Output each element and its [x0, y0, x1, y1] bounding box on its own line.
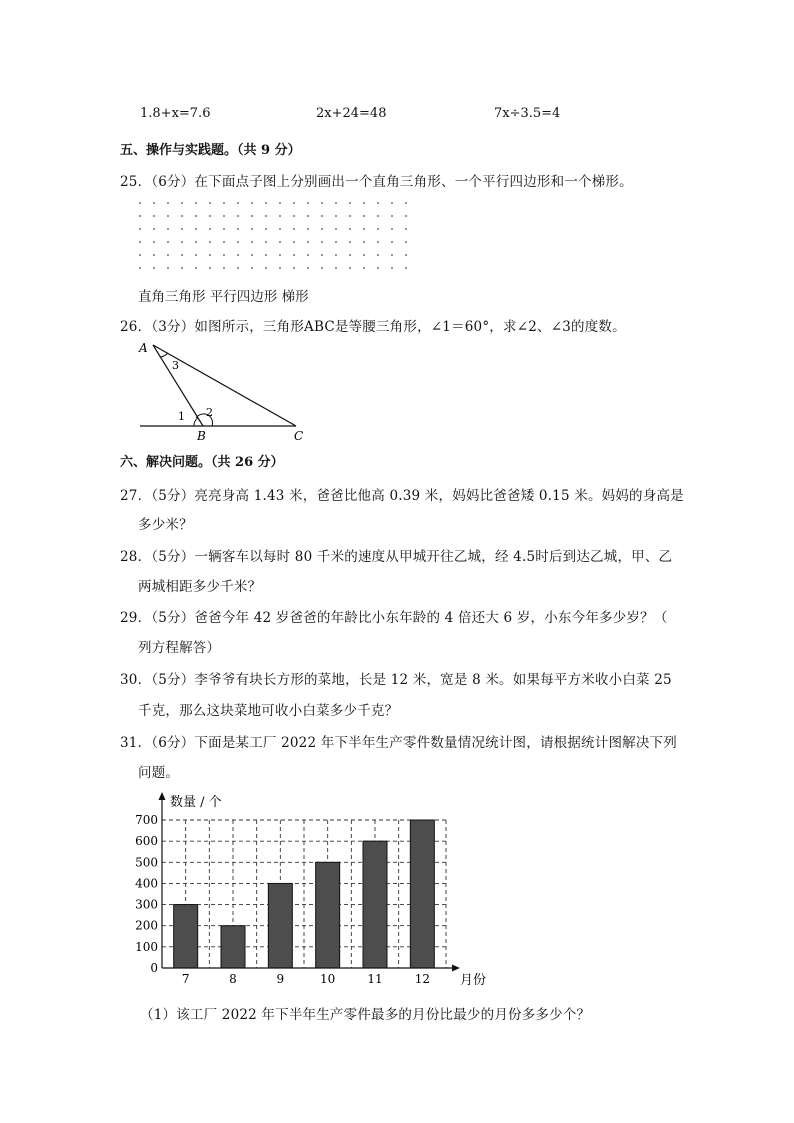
shape-labels	[138, 285, 309, 305]
grid-dot	[209, 267, 211, 269]
grid-dot	[167, 202, 169, 204]
grid-dot	[237, 267, 239, 269]
grid-dot	[209, 215, 211, 217]
grid-dot	[181, 241, 183, 243]
grid-dot	[349, 228, 351, 230]
grid-dot	[153, 202, 155, 204]
y-tick-label: 200	[135, 918, 158, 933]
x-tick-label: 12	[414, 972, 430, 986]
grid-dot	[321, 267, 323, 269]
grid-dot	[321, 254, 323, 256]
grid-dot	[167, 241, 169, 243]
grid-dot	[307, 215, 309, 217]
grid-dot	[223, 267, 225, 269]
label-right-triangle: 直角三角形	[138, 289, 206, 305]
grid-dot	[349, 241, 351, 243]
grid-dot	[237, 228, 239, 230]
grid-dot	[405, 241, 407, 243]
question-27-line1: 27．（5分）亮亮身高 1.43 米，爸爸比他高 0.39 米，妈妈比爸爸矮 0.15 米。妈妈的身高是	[120, 488, 684, 504]
grid-dot	[181, 215, 183, 217]
grid-dot	[195, 228, 197, 230]
y-tick-label: 100	[135, 939, 158, 954]
grid-dot	[251, 254, 253, 256]
grid-dot	[363, 254, 365, 256]
grid-dot	[195, 215, 197, 217]
grid-dot	[209, 241, 211, 243]
label-a: A	[139, 341, 148, 355]
label-trapezoid: 梯形	[281, 289, 309, 305]
grid-dot	[349, 215, 351, 217]
grid-dot	[391, 228, 393, 230]
grid-dot	[335, 241, 337, 243]
grid-dot	[349, 267, 351, 269]
grid-dot	[195, 267, 197, 269]
triangle-figure	[130, 336, 310, 446]
grid-dot	[279, 202, 281, 204]
grid-dot	[265, 202, 267, 204]
grid-dot	[293, 228, 295, 230]
grid-dot	[349, 254, 351, 256]
question-31-sub1: （1）该工厂 2022 年下半年生产零件最多的月份比最少的月份多多少个？	[140, 1007, 591, 1023]
grid-dot	[405, 267, 407, 269]
grid-dot	[223, 254, 225, 256]
grid-dot	[321, 215, 323, 217]
label-c: C	[294, 429, 304, 443]
grid-dot	[153, 215, 155, 217]
question-30-line2: 千克，那么这块菜地可收小白菜多少千克？	[138, 703, 399, 719]
grid-dot	[293, 241, 295, 243]
grid-dot	[265, 215, 267, 217]
grid-dot	[405, 254, 407, 256]
grid-dot	[195, 254, 197, 256]
grid-dot	[153, 267, 155, 269]
x-tick-label: 11	[367, 972, 383, 986]
question-28-line2: 两城相距多少千米？	[138, 579, 262, 595]
grid-dot	[223, 202, 225, 204]
bar-9	[268, 883, 292, 968]
grid-dot	[335, 202, 337, 204]
equation-3: 7x÷3.5=4	[494, 106, 561, 121]
bar-11	[363, 841, 387, 968]
grid-dot	[307, 202, 309, 204]
grid-dot	[391, 254, 393, 256]
grid-dot	[377, 241, 379, 243]
grid-dot	[251, 202, 253, 204]
grid-dot	[293, 254, 295, 256]
grid-dot	[279, 254, 281, 256]
label-angle-3: 3	[172, 359, 179, 372]
grid-dot	[181, 254, 183, 256]
grid-dot	[195, 241, 197, 243]
grid-dot	[391, 241, 393, 243]
grid-dot	[251, 267, 253, 269]
grid-dot	[265, 267, 267, 269]
grid-dot	[153, 241, 155, 243]
grid-dot	[363, 241, 365, 243]
grid-dot	[293, 267, 295, 269]
equation-1: 1.8+x=7.6	[140, 106, 211, 121]
grid-dot	[307, 254, 309, 256]
question-28-line1: 28．（5分）一辆客车以每时 80 千米的速度从甲城开往乙城，经 4.5时后到达乙城，甲、乙	[120, 549, 673, 565]
grid-dot	[153, 228, 155, 230]
y-tick-label: 400	[135, 876, 158, 891]
question-26: 26．（3分）如图所示，三角形ABC是等腰三角形，∠1＝60°，求∠2、∠3的度数。	[120, 319, 626, 335]
bar-8	[221, 926, 245, 968]
grid-dot	[349, 202, 351, 204]
question-30-line1: 30．（5分）李爷爷有块长方形的菜地，长是 12 米，宽是 8 米。如果每平方米收小白菜 25	[120, 672, 672, 688]
grid-dot	[335, 215, 337, 217]
grid-dot	[181, 228, 183, 230]
grid-dot	[209, 202, 211, 204]
grid-dot	[279, 267, 281, 269]
grid-dot	[293, 202, 295, 204]
grid-dot	[223, 241, 225, 243]
grid-dot	[223, 228, 225, 230]
y-tick-label: 700	[135, 813, 158, 827]
grid-dot	[237, 254, 239, 256]
side-ac	[153, 345, 296, 426]
grid-dot	[307, 241, 309, 243]
grid-dot	[139, 267, 141, 269]
grid-dot	[251, 228, 253, 230]
grid-dot	[279, 228, 281, 230]
bar-10	[316, 862, 340, 968]
question-31-line1: 31．（6分）下面是某工厂 2022 年下半年生产零件数量情况统计图，请根据统计图解决下列	[120, 735, 677, 751]
grid-dot	[321, 241, 323, 243]
grid-dot	[209, 254, 211, 256]
label-angle-1: 1	[178, 410, 185, 423]
grid-dot	[321, 202, 323, 204]
section-6-title: 六、解决问题。（共 26 分）	[120, 455, 284, 470]
bar-chart	[120, 788, 500, 988]
grid-dot	[335, 254, 337, 256]
grid-dot	[279, 215, 281, 217]
grid-dot	[209, 228, 211, 230]
x-tick-label: 10	[320, 972, 336, 986]
grid-dot	[363, 202, 365, 204]
y-axis-label: 数量 / 个	[170, 795, 222, 810]
grid-dot	[139, 215, 141, 217]
grid-dot	[363, 215, 365, 217]
y-tick-label: 600	[135, 834, 158, 849]
grid-dot	[139, 202, 141, 204]
question-29-line2: 列方程解答）	[138, 640, 221, 656]
grid-dot	[321, 228, 323, 230]
grid-dot	[265, 254, 267, 256]
grid-dot	[377, 215, 379, 217]
grid-dot	[139, 254, 141, 256]
question-25: 25．（6分）在下面点子图上分别画出一个直角三角形、一个平行四边形和一个梯形。	[120, 174, 633, 190]
grid-dot	[405, 202, 407, 204]
grid-dot	[335, 228, 337, 230]
grid-dot	[307, 267, 309, 269]
grid-dot	[391, 215, 393, 217]
grid-dot	[391, 267, 393, 269]
grid-dot	[139, 241, 141, 243]
grid-dot	[237, 241, 239, 243]
label-angle-2: 2	[206, 406, 213, 419]
grid-dot	[223, 215, 225, 217]
grid-dot	[377, 228, 379, 230]
bar-7	[174, 905, 198, 968]
grid-dot	[377, 254, 379, 256]
grid-dot	[265, 228, 267, 230]
label-b: B	[197, 429, 206, 443]
grid-dot	[153, 254, 155, 256]
angle-3-arc	[161, 353, 168, 357]
section-5-title: 五、操作与实践题。（共 9 分）	[120, 143, 301, 158]
grid-dot	[293, 215, 295, 217]
grid-dot	[363, 228, 365, 230]
grid-dot	[195, 202, 197, 204]
grid-dot	[237, 215, 239, 217]
y-tick-label: 300	[135, 897, 158, 912]
question-31-line2: 问题。	[138, 765, 180, 781]
grid-dot	[181, 267, 183, 269]
grid-dot	[405, 228, 407, 230]
label-parallelogram: 平行四边形	[209, 289, 278, 305]
grid-dot	[405, 215, 407, 217]
grid-dot	[139, 228, 141, 230]
question-27-line2: 多少米？	[138, 517, 193, 533]
grid-dot	[279, 241, 281, 243]
grid-dot	[251, 215, 253, 217]
grid-dot	[265, 241, 267, 243]
x-tick-label: 9	[276, 972, 285, 986]
grid-dot	[167, 215, 169, 217]
x-axis-label: 月份	[460, 973, 487, 988]
y-tick-label: 0	[150, 961, 158, 975]
grid-dot	[181, 202, 183, 204]
grid-dot	[377, 267, 379, 269]
x-tick-label: 8	[229, 972, 237, 986]
dot-grid[interactable]	[136, 200, 408, 272]
grid-dot	[307, 228, 309, 230]
grid-dot	[251, 241, 253, 243]
grid-dot	[335, 267, 337, 269]
bar-12	[410, 820, 434, 968]
equation-2: 2x+24=48	[316, 106, 387, 121]
grid-dot	[391, 202, 393, 204]
grid-dot	[167, 254, 169, 256]
grid-dot	[167, 267, 169, 269]
grid-dot	[377, 202, 379, 204]
question-29-line1: 29．（5分）爸爸今年 42 岁爸爸的年龄比小东年龄的 4 倍还大 6 岁，小东今年多少岁？（	[120, 610, 668, 626]
angle-1-arc	[194, 418, 198, 426]
grid-dot	[167, 228, 169, 230]
grid-dot	[363, 267, 365, 269]
y-tick-label: 500	[135, 855, 158, 870]
grid-dot	[237, 202, 239, 204]
x-tick-label: 7	[181, 972, 190, 986]
